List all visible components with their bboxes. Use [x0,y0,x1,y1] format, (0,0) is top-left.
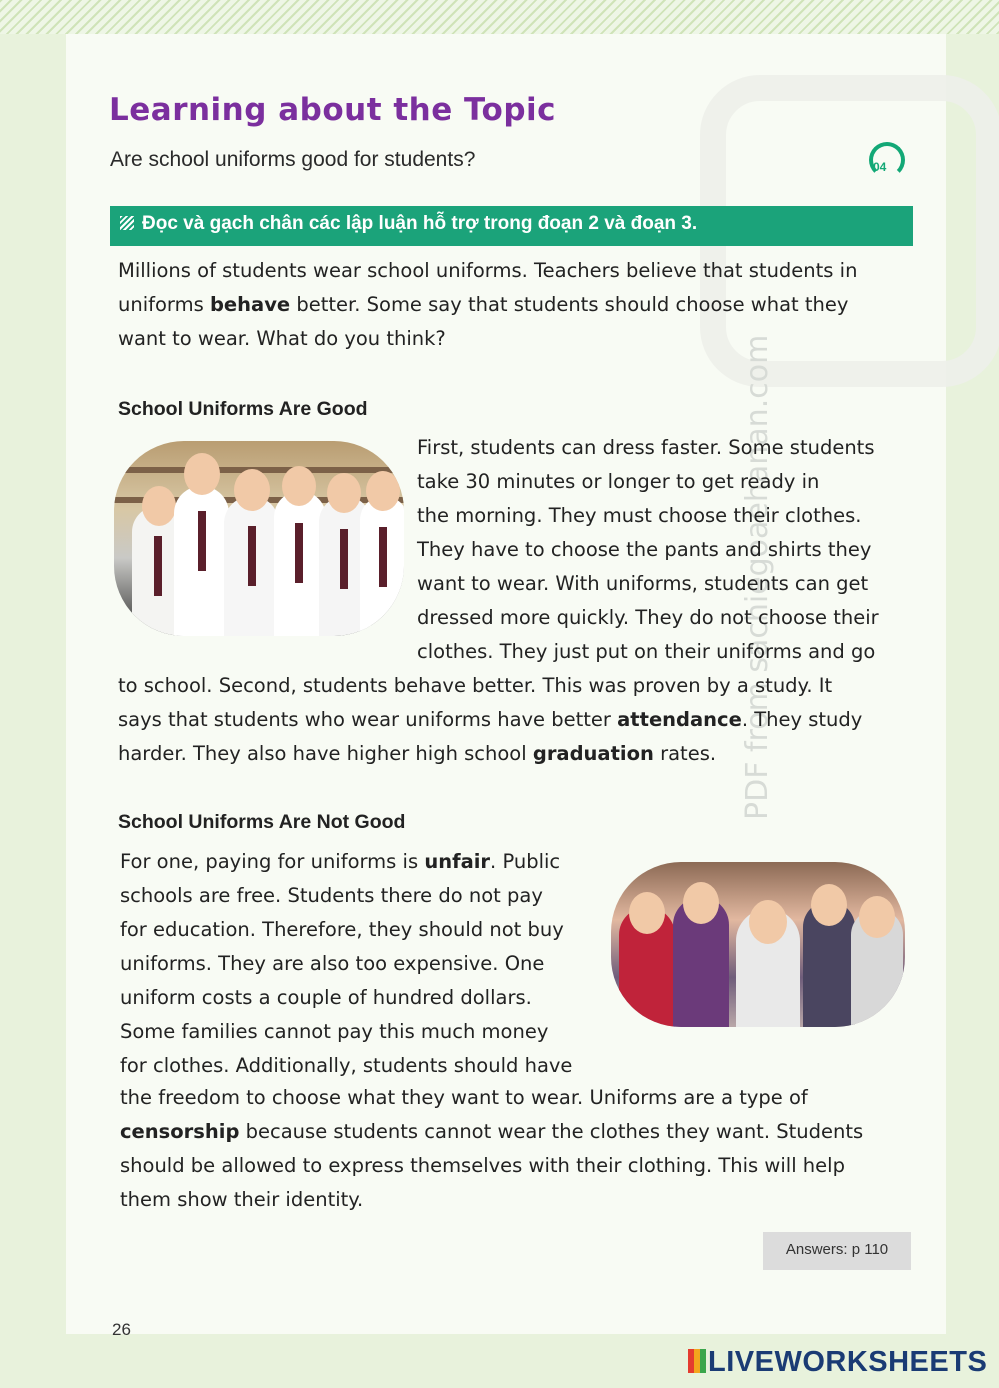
liveworksheets-logo[interactable]: LIVEWORKSHEETS [688,1346,987,1379]
students-uniform-photo [114,441,404,636]
answers-reference: Answers: p 110 [763,1232,911,1270]
topic-question: Are school uniforms good for students? [110,148,476,171]
section-bad-title: School Uniforms Are Not Good [118,811,406,833]
audio-track-icon[interactable] [863,142,911,178]
liveworksheets-icon [688,1349,706,1373]
instruction-banner [110,206,913,246]
section-good-paragraph-right: First, students can dress faster. Some students take 30 minutes or longer to get ready in the morning. They must choose their clothes. They have to choose the pants and shirts they want to wear. With uniforms, students can get dressed more quickly. They do not choose their clothes. They just put on their uniforms and go [417,436,879,663]
hatch-icon [120,216,134,230]
section-good-paragraph-full: to school. Second, students behave better. This was proven by a study. It says that students who wear uniforms have better attendance. They study harder. They also have higher high school graduation rates. [118,674,863,765]
page-number: 26 [112,1320,131,1339]
top-hatch-border [0,0,999,34]
section-bad-paragraph-left: For one, paying for uniforms is unfair. Public schools are free. Students there do not pay for education. Therefore, they should not buy uniforms. They are also too expensive. One uniform costs a couple of hundred dollars. Some families cannot pay this much money for clothes. Additionally, students should have [120,850,573,1077]
keyword-censorship: censorship [120,1120,240,1143]
keyword-graduation: graduation [532,742,654,765]
keyword-behave: behave [209,293,291,316]
keyword-attendance: attendance [617,708,742,731]
section-bad-paragraph-full: the freedom to choose what they want to wear. Uniforms are a type of censorship because students cannot wear the clothes they want. Students should be allowed to express themselves with their clothing. This will help them show their identity. [120,1086,864,1211]
section-good-title: School Uniforms Are Good [118,398,368,420]
audio-track-number: 04 [873,160,887,174]
page-heading: Learning about the Topic [109,92,557,128]
children-photo [611,862,905,1027]
instruction-text: Đọc và gạch chân các lập luận hỗ trợ trong đoạn 2 và đoạn 3. [142,213,698,234]
intro-paragraph: Millions of students wear school uniforms. Teachers believe that students in uniforms behave better. Some say that students should choose what they want to wear. What do you think? [118,259,858,350]
keyword-unfair: unfair [424,850,491,873]
source-watermark: PDF from sachiegoaehanan.com [740,334,775,820]
